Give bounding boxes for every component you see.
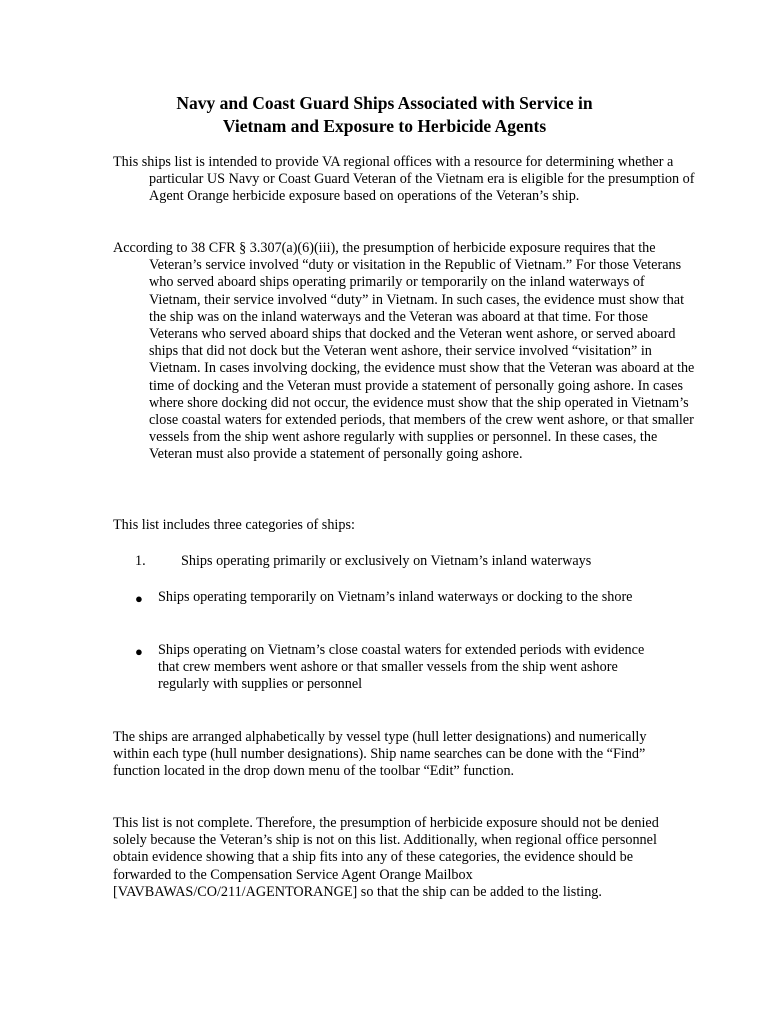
bullet-icon: ● [135, 591, 143, 606]
legal-paragraph: According to 38 CFR § 3.307(a)(6)(iii), the presumption of herbicide exposure requires that the Veteran’s service involved “duty or visitation in the Republic of Vietnam.” For those Veterans who served aboard ships operating primarily or temporarily on the inland waterways of Vietnam, their service involved “duty” in Vietnam. In such cases, the evidence must show that the ship was on the inland waterways and the Veteran was aboard at that time. For those Veterans who served aboard ships that docked and the Veteran went ashore, or served aboard ships that did not dock but the Veteran went ashore, their service involved “visitation” in Vietnam. In cases involving docking, the evidence must show that the Veteran was aboard at the time of docking and the Veteran must provide a statement of personally going ashore. In cases where shore docking did not occur, the evidence must show that the ship operated in Vietnam’s close coastal waters for extended periods, that members of the crew went ashore, or that smaller vessels from the ship went ashore regularly with supplies or personnel. In these cases, the Veteran must also provide a statement of personally going ashore. [113, 240, 695, 463]
bullet-icon: ● [135, 644, 143, 659]
category-3-text: Ships operating on Vietnam’s close coastal waters for extended periods with evidence that crew members went ashore or that smaller vessels from the ship went ashore regularly with supplies or personnel [158, 642, 645, 693]
title-line-2: Vietnam and Exposure to Herbicide Agents [222, 116, 547, 136]
category-1-number: 1. [135, 553, 146, 569]
intro-paragraph: This ships list is intended to provide VA regional offices with a resource for determining whether a particular US Navy or Coast Guard Veteran of the Vietnam era is eligible for the presumption of Agent Orange herbicide exposure based on operations of the Veteran’s ship. [113, 154, 695, 205]
category-1-text: Ships operating primarily or exclusively on Vietnam’s inland waterways [181, 553, 592, 569]
incomplete-paragraph: This list is not complete. Therefore, the presumption of herbicide exposure should not be denied solely because the Veteran’s ship is not on this list. Additionally, when regional office personnel obtain evidence showing that a ship fits into any of these categories, the evidence should be forwarded to the Compensation Service Agent Orange Mailbox [VAVBAWAS/CO/211/AGENTORANGE] so that the ship can be added to the listing. [113, 815, 659, 900]
categories-intro: This list includes three categories of ships: [113, 517, 355, 533]
category-2-text: Ships operating temporarily on Vietnam’s inland waterways or docking to the shore [158, 589, 633, 605]
arrangement-paragraph: The ships are arranged alphabetically by vessel type (hull letter designations) and numerically within each type (hull number designations). Ship name searches can be done with the “Find” function located in the drop down menu of the toolbar “Edit” function. [113, 729, 647, 780]
document-title [112, 92, 657, 138]
title-line-1: Navy and Coast Guard Ships Associated with Service in [176, 93, 593, 113]
